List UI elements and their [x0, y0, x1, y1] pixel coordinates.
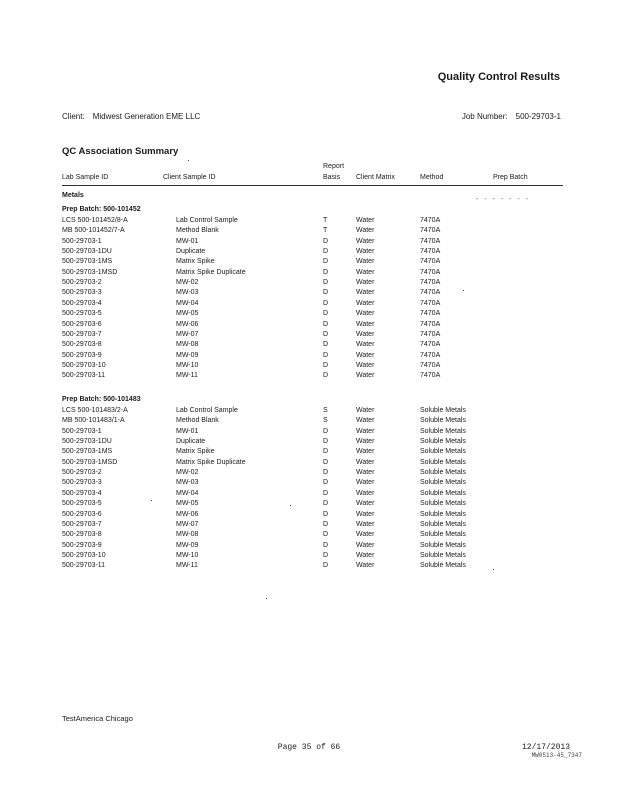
client-matrix-cell: Water	[356, 279, 375, 287]
table-row	[0, 216, 618, 226]
method-cell: Soluble Metals	[420, 551, 466, 559]
client-matrix-cell: Water	[356, 237, 375, 245]
method-cell: Soluble Metals	[420, 531, 466, 539]
scan-speck	[151, 500, 152, 501]
client-sample-id-cell: Matrix Spike Duplicate	[176, 458, 246, 466]
method-cell: 7470A	[420, 310, 441, 318]
col-method: Method	[420, 174, 444, 181]
group-label-metals: Metals	[62, 192, 84, 199]
report-basis-cell: D	[323, 341, 329, 349]
report-basis-cell: D	[323, 330, 329, 338]
report-basis-cell: D	[323, 562, 329, 570]
table-row	[0, 530, 618, 540]
report-basis-cell: D	[323, 351, 329, 359]
client-sample-id-cell: Matrix Spike Duplicate	[176, 268, 246, 276]
lab-sample-id-cell: 500-29703-7	[62, 520, 102, 528]
client-matrix-cell: Water	[356, 417, 375, 425]
report-basis-cell: D	[323, 489, 329, 497]
client-sample-id-cell: MW-03	[176, 479, 199, 487]
section-title: QC Association Summary	[62, 146, 179, 157]
method-cell: Soluble Metals	[420, 469, 466, 477]
scan-speck	[188, 160, 189, 161]
method-cell: 7470A	[420, 289, 441, 297]
client-matrix-cell: Water	[356, 289, 375, 297]
report-basis-cell: D	[323, 361, 329, 369]
scan-speck	[493, 569, 494, 570]
lab-sample-id-cell: 500-29703-1	[62, 427, 102, 435]
report-basis-cell: D	[323, 438, 329, 446]
client-matrix-cell: Water	[356, 330, 375, 338]
report-basis-cell: D	[323, 237, 329, 245]
method-cell: 7470A	[420, 227, 441, 235]
lab-sample-id-cell: 500-29703-5	[62, 500, 102, 508]
client-matrix-cell: Water	[356, 372, 375, 380]
table-row	[0, 340, 618, 350]
header-rule	[62, 185, 563, 186]
lab-sample-id-cell: 500-29703-6	[62, 510, 102, 518]
table-row	[0, 489, 618, 499]
client-sample-id-cell: MW-02	[176, 279, 199, 287]
client-sample-id-cell: Lab Control Sample	[176, 407, 238, 414]
client-matrix-cell: Water	[356, 438, 375, 446]
scan-speck	[463, 290, 464, 291]
report-basis-cell: D	[323, 299, 329, 307]
client-sample-id-cell: Method Blank	[176, 417, 219, 425]
lab-sample-id-cell: 500-29703-1MS	[62, 448, 113, 456]
table-row	[0, 458, 618, 468]
report-basis-cell: D	[323, 479, 329, 487]
table-row	[0, 330, 618, 340]
method-cell: Soluble Metals	[420, 427, 466, 435]
col-client-sample-id: Client Sample ID	[163, 174, 216, 181]
prep-batch-title: Prep Batch: 500-101483	[62, 396, 141, 403]
table-row	[0, 268, 618, 278]
client-sample-id-cell: MW-01	[176, 237, 199, 245]
table-row	[0, 351, 618, 361]
table-row	[0, 299, 618, 309]
client-matrix-cell: Water	[356, 510, 375, 518]
lab-sample-id-cell: 500-29703-5	[62, 310, 102, 318]
lab-sample-id-cell: LCS 500-101483/2-A	[62, 407, 128, 414]
lab-sample-id-cell: 500-29703-8	[62, 341, 102, 349]
lab-sample-id-cell: 500-29703-9	[62, 351, 102, 359]
table-row	[0, 257, 618, 267]
lab-sample-id-cell: 500-29703-10	[62, 551, 106, 559]
lab-sample-id-cell: 500-29703-1MSD	[62, 458, 118, 466]
report-date: 12/17/2013	[521, 743, 570, 752]
method-cell: Soluble Metals	[420, 458, 466, 466]
report-basis-cell: D	[323, 541, 329, 549]
report-basis-cell: D	[323, 310, 329, 318]
lab-sample-id-cell: 500-29703-8	[62, 531, 102, 539]
method-cell: 7470A	[420, 320, 441, 328]
report-basis-cell: D	[323, 510, 329, 518]
client-sample-id-cell: MW-10	[176, 551, 199, 559]
report-basis-cell: D	[323, 520, 329, 528]
table-row	[0, 499, 618, 509]
report-basis-cell: D	[323, 372, 329, 380]
client-sample-id-cell: MW-05	[176, 310, 199, 318]
col-prep-batch: Prep Batch	[493, 174, 528, 181]
method-cell: 7470A	[420, 299, 441, 307]
lab-sample-id-cell: 500-29703-10	[62, 361, 106, 369]
report-basis-cell: S	[323, 417, 328, 425]
table-row	[0, 468, 618, 478]
client-matrix-cell: Water	[356, 341, 375, 349]
lab-sample-id-cell: 500-29703-1DU	[62, 248, 112, 256]
lab-sample-id-cell: 500-29703-11	[62, 562, 106, 570]
table-row	[0, 427, 618, 437]
client-sample-id-cell: MW-05	[176, 500, 199, 508]
lab-sample-id-cell: 500-29703-7	[62, 330, 102, 338]
client-sample-id-cell: MW-11	[176, 372, 198, 380]
client-sample-id-cell: MW-08	[176, 531, 199, 539]
table-row	[0, 561, 618, 571]
client-sample-id-cell: MW-01	[176, 427, 199, 435]
lab-sample-id-cell: MB 500-101483/1-A	[62, 417, 125, 425]
table-row	[0, 520, 618, 530]
col-report-basis-line1: Report	[323, 163, 345, 170]
client-matrix-cell: Water	[356, 469, 375, 477]
table-row	[0, 551, 618, 561]
client-matrix-cell: Water	[356, 531, 375, 539]
method-cell: 7470A	[420, 351, 441, 359]
client-matrix-cell: Water	[356, 541, 375, 549]
lab-sample-id-cell: 500-29703-2	[62, 469, 102, 477]
lab-sample-id-cell: MB 500-101452/7-A	[62, 227, 125, 235]
table-row	[0, 237, 618, 247]
client-matrix-cell: Water	[356, 310, 375, 318]
client-matrix-cell: Water	[356, 427, 375, 435]
client-sample-id-cell: MW-04	[176, 299, 199, 307]
table-row	[0, 288, 618, 298]
method-cell: 7470A	[420, 372, 441, 380]
method-cell: 7470A	[420, 217, 441, 224]
col-report-basis-line2: Basis	[323, 174, 341, 181]
report-basis-cell: T	[323, 227, 328, 235]
lab-sample-id-cell: 500-29703-11	[62, 372, 106, 380]
table-row	[0, 416, 618, 426]
client-matrix-cell: Water	[356, 268, 375, 276]
dash-marks: - - - - - - -	[476, 196, 530, 203]
report-basis-cell: D	[323, 500, 329, 508]
client-sample-id-cell: MW-07	[176, 520, 199, 528]
method-cell: 7470A	[420, 279, 441, 287]
client-matrix-cell: Water	[356, 407, 375, 414]
report-basis-cell: D	[323, 279, 329, 287]
method-cell: Soluble Metals	[420, 479, 466, 487]
method-cell: 7470A	[420, 268, 441, 276]
client-sample-id-cell: MW-02	[176, 469, 199, 477]
method-cell: 7470A	[420, 361, 441, 369]
client-sample-id-cell: MW-10	[176, 361, 199, 369]
client-sample-id-cell: MW-08	[176, 341, 199, 349]
job-number-line	[0, 112, 561, 121]
client-sample-id-cell: MW-04	[176, 489, 199, 497]
lab-sample-id-cell: 500-29703-1MSD	[62, 268, 118, 276]
table-row	[0, 226, 618, 236]
table-row	[0, 510, 618, 520]
report-basis-cell: D	[323, 258, 329, 266]
table-row	[0, 478, 618, 488]
client-label: Client:	[62, 112, 85, 121]
client-matrix-cell: Water	[356, 489, 375, 497]
client-matrix-cell: Water	[356, 551, 375, 559]
client-sample-id-cell: Duplicate	[176, 248, 206, 256]
job-number-value: 500-29703-1	[515, 112, 561, 121]
method-cell: Soluble Metals	[420, 500, 466, 508]
lab-sample-id-cell: 500-29703-2	[62, 279, 102, 287]
table-row	[0, 309, 618, 319]
client-matrix-cell: Water	[356, 562, 375, 570]
client-matrix-cell: Water	[356, 217, 375, 224]
method-cell: Soluble Metals	[420, 448, 466, 456]
lab-sample-id-cell: 500-29703-1MS	[62, 258, 113, 266]
client-sample-id-cell: Method Blank	[176, 227, 219, 235]
table-row	[0, 406, 618, 416]
client-sample-id-cell: MW-09	[176, 351, 199, 359]
table-row	[0, 361, 618, 371]
table-row	[0, 320, 618, 330]
method-cell: Soluble Metals	[420, 510, 466, 518]
client-matrix-cell: Water	[356, 299, 375, 307]
col-client-matrix: Client Matrix	[356, 174, 395, 181]
lab-sample-id-cell: 500-29703-3	[62, 479, 102, 487]
table-row	[0, 541, 618, 551]
client-matrix-cell: Water	[356, 458, 375, 466]
method-cell: 7470A	[420, 248, 441, 256]
client-sample-id-cell: Duplicate	[176, 438, 206, 446]
lab-sample-id-cell: LCS 500-101452/8-A	[62, 217, 128, 224]
lab-sample-id-cell: 500-29703-4	[62, 489, 102, 497]
method-cell: 7470A	[420, 341, 441, 349]
client-sample-id-cell: MW-06	[176, 510, 199, 518]
report-basis-cell: D	[323, 469, 329, 477]
prep-batch-title: Prep Batch: 500-101452	[62, 206, 141, 213]
job-number-label: Job Number:	[461, 112, 508, 121]
client-matrix-cell: Water	[356, 227, 375, 235]
table-row	[0, 437, 618, 447]
report-basis-cell: D	[323, 289, 329, 297]
client-matrix-cell: Water	[356, 351, 375, 359]
report-basis-cell: D	[323, 551, 329, 559]
method-cell: Soluble Metals	[420, 407, 466, 414]
client-sample-id-cell: MW-07	[176, 330, 199, 338]
client-sample-id-cell: MW-03	[176, 289, 199, 297]
lab-sample-id-cell: 500-29703-1DU	[62, 438, 112, 446]
lab-sample-id-cell: 500-29703-1	[62, 237, 102, 245]
client-matrix-cell: Water	[356, 258, 375, 266]
document-stamp: MW0513-45_7347	[531, 752, 582, 759]
client-matrix-cell: Water	[356, 479, 375, 487]
client-matrix-cell: Water	[356, 320, 375, 328]
report-basis-cell: D	[323, 531, 329, 539]
report-basis-cell: D	[323, 448, 329, 456]
method-cell: Soluble Metals	[420, 438, 466, 446]
client-matrix-cell: Water	[356, 500, 375, 508]
report-basis-cell: D	[323, 427, 329, 435]
method-cell: Soluble Metals	[420, 417, 466, 425]
method-cell: Soluble Metals	[420, 489, 466, 497]
scan-speck	[266, 598, 267, 599]
report-basis-cell: D	[323, 458, 329, 466]
table-row	[0, 247, 618, 257]
client-sample-id-cell: MW-11	[176, 562, 198, 570]
client-sample-id-cell: Matrix Spike	[176, 448, 215, 456]
lab-name: TestAmerica Chicago	[62, 714, 133, 723]
report-basis-cell: S	[323, 407, 328, 414]
method-cell: Soluble Metals	[420, 562, 466, 570]
report-basis-cell: D	[323, 320, 329, 328]
table-row	[0, 278, 618, 288]
client-sample-id-cell: MW-09	[176, 541, 199, 549]
client-matrix-cell: Water	[356, 248, 375, 256]
page-number: Page 35 of 66	[277, 743, 341, 752]
method-cell: 7470A	[420, 258, 441, 266]
scan-speck	[290, 505, 291, 506]
table-row	[0, 371, 618, 381]
lab-sample-id-cell: 500-29703-4	[62, 299, 102, 307]
client-sample-id-cell: Lab Control Sample	[176, 217, 238, 224]
client-value: Midwest Generation EME LLC	[92, 112, 201, 121]
col-lab-sample-id: Lab Sample ID	[62, 174, 109, 181]
lab-sample-id-cell: 500-29703-6	[62, 320, 102, 328]
lab-sample-id-cell: 500-29703-3	[62, 289, 102, 297]
table-row	[0, 447, 618, 457]
report-basis-cell: T	[323, 217, 328, 224]
report-basis-cell: D	[323, 248, 329, 256]
client-matrix-cell: Water	[356, 361, 375, 369]
client-matrix-cell: Water	[356, 448, 375, 456]
client-sample-id-cell: Matrix Spike	[176, 258, 215, 266]
method-cell: Soluble Metals	[420, 520, 466, 528]
method-cell: Soluble Metals	[420, 541, 466, 549]
method-cell: 7470A	[420, 237, 441, 245]
client-matrix-cell: Water	[356, 520, 375, 528]
report-title: Quality Control Results	[437, 71, 560, 83]
lab-sample-id-cell: 500-29703-9	[62, 541, 102, 549]
method-cell: 7470A	[420, 330, 441, 338]
report-basis-cell: D	[323, 268, 329, 276]
client-sample-id-cell: MW-06	[176, 320, 199, 328]
